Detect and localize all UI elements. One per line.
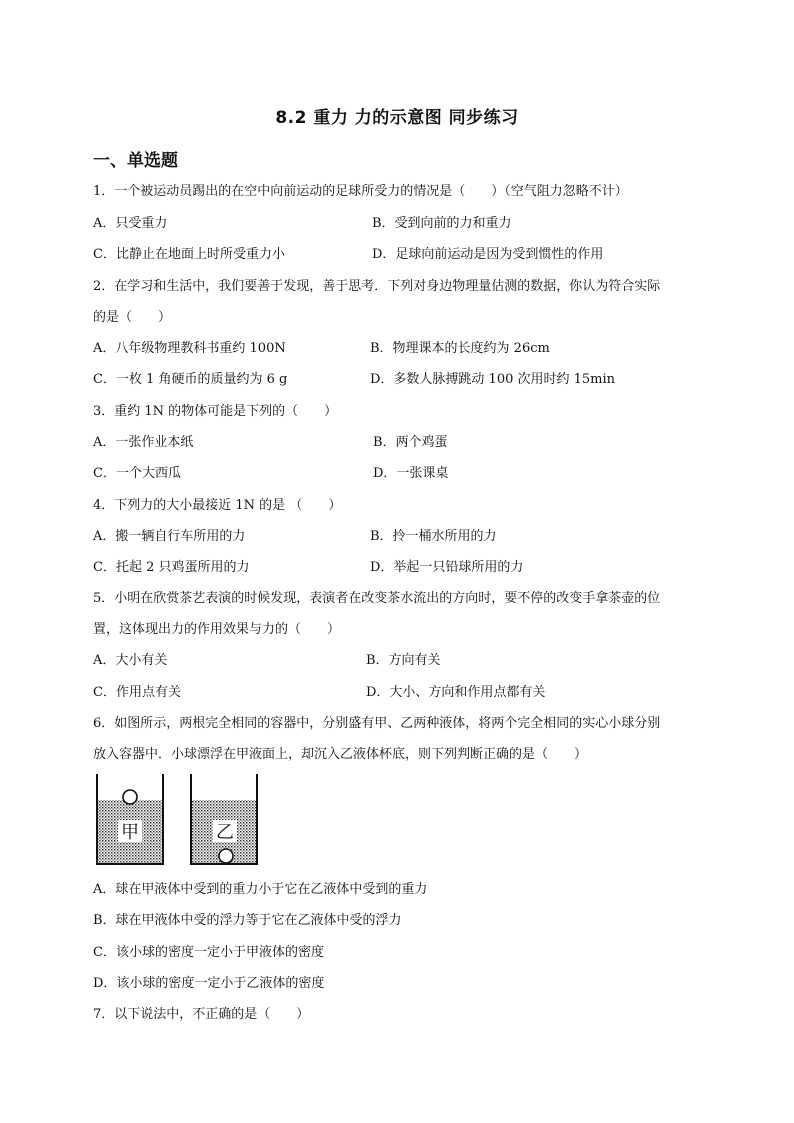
question-3-option-d: D．一张课桌 xyxy=(373,466,449,481)
question-6-stem-line-2: 放入容器中．小球漂浮在甲液面上，却沉入乙液体杯底，则下列判断正确的是（ ） xyxy=(93,747,588,762)
question-4-stem: 4．下列力的大小最接近 1N 的是 （ ） xyxy=(93,498,342,513)
sunk-ball xyxy=(219,849,233,863)
section-heading: 一、单选题 xyxy=(93,151,178,171)
question-1-option-b: B．受到向前的力和重力 xyxy=(372,216,512,231)
question-2-option-a: A．八年级物理教科书重约 100N xyxy=(93,341,286,356)
question-5-stem-line-2: 置，这体现出力的作用效果与力的（ ） xyxy=(93,622,341,637)
label-jia: 甲 xyxy=(121,822,139,843)
beakers-figure xyxy=(93,774,273,866)
question-5-option-c: C．作用点有关 xyxy=(93,685,181,700)
question-6-stem-line-1: 6．如图所示，两根完全相同的容器中，分别盛有甲、乙两种液体，将两个完全相同的实心小球分别 xyxy=(93,716,661,731)
question-2-option-b: B．物理课本的长度约为 26cm xyxy=(370,341,550,356)
beaker-jia xyxy=(96,774,164,864)
question-3-option-c: C．一个大西瓜 xyxy=(93,466,181,481)
question-5-option-a: A．大小有关 xyxy=(93,653,168,668)
label-yi: 乙 xyxy=(216,822,234,843)
page-title: 8.2 重力 力的示意图 同步练习 xyxy=(275,108,519,128)
question-3-option-a: A．一张作业本纸 xyxy=(93,435,194,450)
beaker-yi xyxy=(190,774,258,864)
question-1-stem: 1．一个被运动员踢出的在空中向前运动的足球所受力的情况是（ ）（空气阻力忽略不计） xyxy=(93,184,628,199)
question-2-option-c: C．一枚 1 角硬币的质量约为 6 g xyxy=(93,372,288,387)
question-3-option-b: B．两个鸡蛋 xyxy=(373,435,448,450)
question-1-option-a: A．只受重力 xyxy=(93,216,168,231)
question-4-option-d: D．举起一只铅球所用的力 xyxy=(370,560,524,575)
question-4-option-b: B．拎一桶水所用的力 xyxy=(370,529,497,544)
question-3-stem: 3．重约 1N 的物体可能是下列的（ ） xyxy=(93,404,338,419)
floating-ball xyxy=(123,790,137,804)
question-4-option-a: A．搬一辆自行车所用的力 xyxy=(93,529,246,544)
question-2-stem-line-1: 2．在学习和生活中，我们要善于发现，善于思考．下列对身边物理量估测的数据，你认为符合实际 xyxy=(93,279,661,294)
question-5-option-b: B．方向有关 xyxy=(366,653,441,668)
question-1-option-c: C．比静止在地面上时所受重力小 xyxy=(93,247,285,262)
question-6-option-a: A．球在甲液体中受到的重力小于它在乙液体中受到的重力 xyxy=(93,882,428,897)
question-2-stem-line-2: 的是（ ） xyxy=(93,310,172,325)
question-6-option-d: D．该小球的密度一定小于乙液体的密度 xyxy=(93,976,325,991)
question-6-option-c: C．该小球的密度一定小于甲液体的密度 xyxy=(93,945,324,960)
question-5-stem-line-1: 5．小明在欣赏茶艺表演的时候发现，表演者在改变茶水流出的方向时，要不停的改变手拿茶壶的位 xyxy=(93,591,661,606)
question-6-option-b: B．球在甲液体中受的浮力等于它在乙液体中受的浮力 xyxy=(93,913,402,928)
question-1-option-d: D．足球向前运动是因为受到惯性的作用 xyxy=(372,247,604,262)
question-4-option-c: C．托起 2 只鸡蛋所用的力 xyxy=(93,560,250,575)
question-2-option-d: D．多数人脉搏跳动 100 次用时约 15min xyxy=(370,372,616,387)
question-7-stem: 7．以下说法中，不正确的是（ ） xyxy=(93,1007,310,1022)
question-5-option-d: D．大小、方向和作用点都有关 xyxy=(366,685,546,700)
